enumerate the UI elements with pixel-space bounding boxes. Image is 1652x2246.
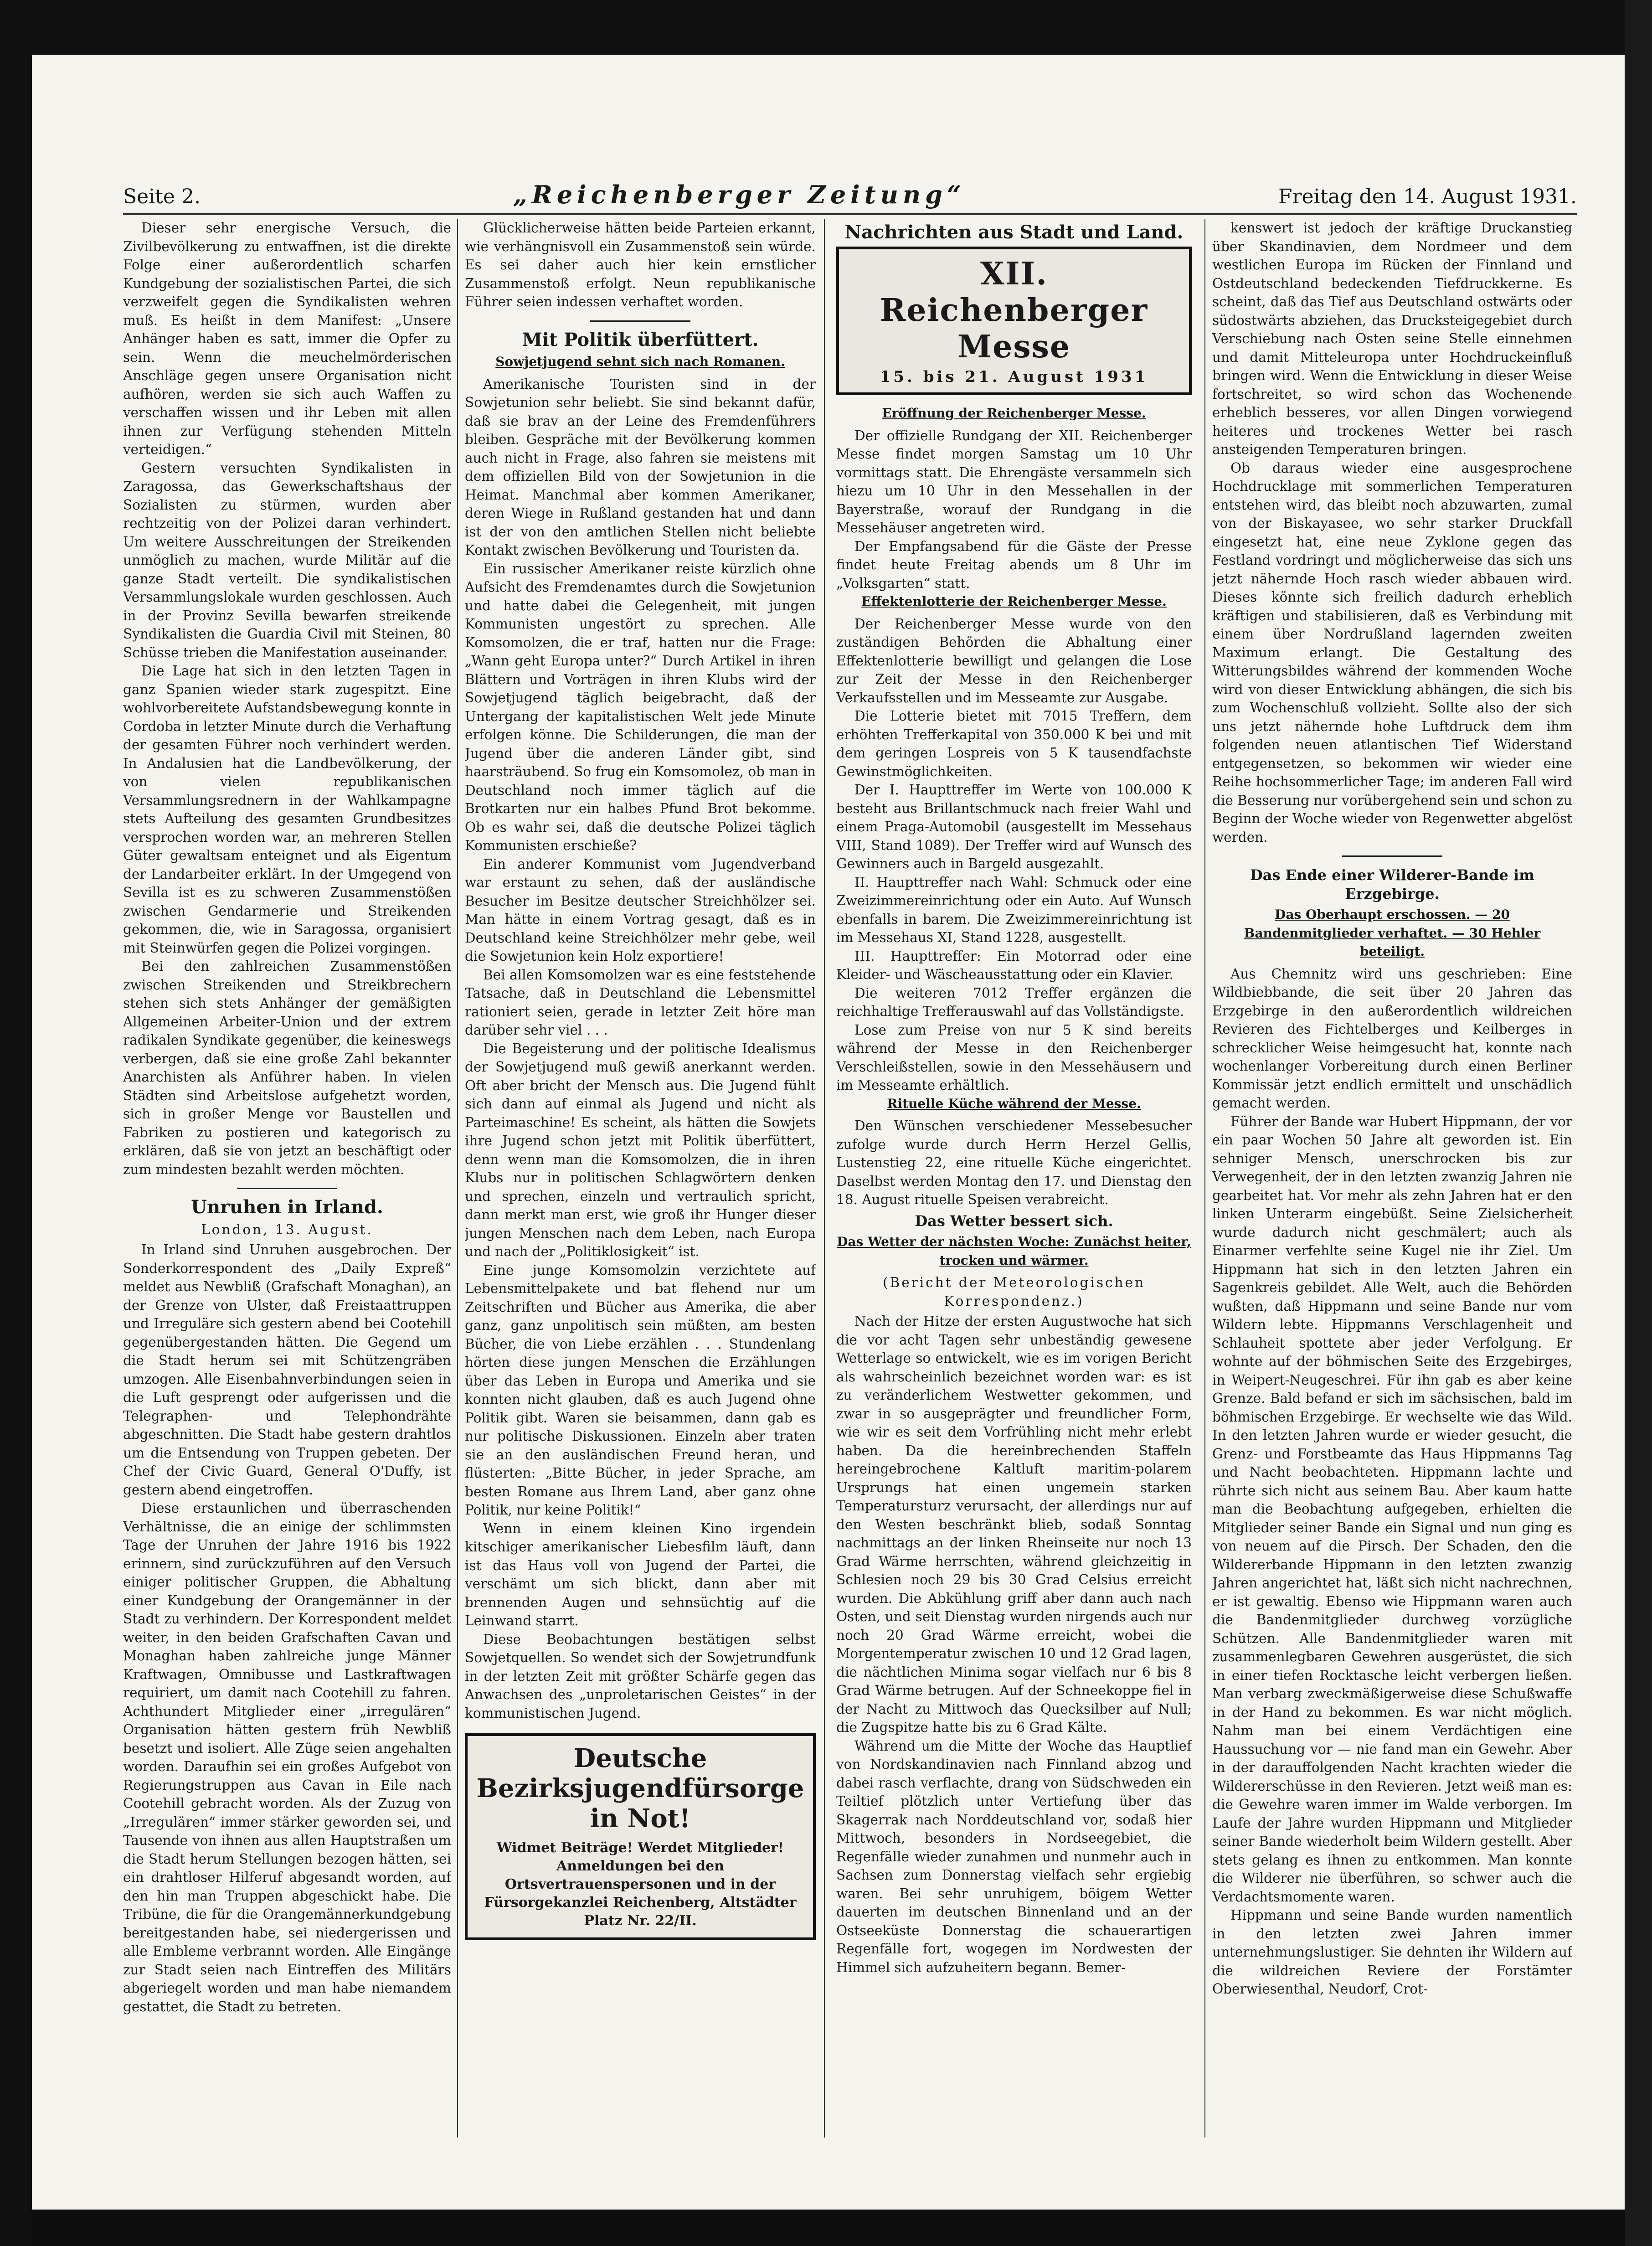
article-paragraph: In Irland sind Unruhen ausgebrochen. Der Sonderkorrespondent des „Daily Expreß“ meldet aus Newbliß (Grafschaft Monaghan), an der Grenze von Ulster, daß Freistaattruppen und Irreguläre sich gestern abend bei Cootehill gegenübergestanden hätten. Die Gegend um die Stadt herum sei mit Schützengräben umzogen. Alle Eisenbahnverbindungen seien in die Luft gesprengt oder aufgerissen und die Telegraphen- und Telephondrähte abgeschnitten. Die Stadt habe gestern drahtlos um die Entsendung von Truppen gebeten. Der Chef der Civic Guard, General O'Duffy, ist gestern abend eingetroffen. [123, 1242, 451, 1498]
article-paragraph: Während um die Mitte der Woche das Hauptlief von Nordskandinavien nach Finnland abzog und dabei rasch verflachte, drang von Südschweden ein Teiltief plötzlich unter Vertiefung über das Skagerrak nach Norddeutschland vor, sodaß hier Mittwoch, besonders in Nordseegebiet, die Regenfälle wieder zunahmen und nunmehr auch in Sachsen zum Donnerstag vielfach sehr ergiebig waren. Bei sehr unruhigem, böigem Wetter dauerten im deutschen Binnenland und an der Ostseeküste Donnerstag die schauerartigen Regenfälle fort, wogegen im Nordwesten der Himmel sich aufzuheitern begann. Bemer- [836, 1738, 1192, 1975]
article-paragraph: Aus Chemnitz wird uns geschrieben: Eine Wildbiebbande, die seit über 20 Jahren das Erzgebirge in den außerordentlich wildreichen Revieren des Fichtelberges und Keilberges in schrecklicher Weise heimgesucht hat, konnte nach wochenlanger Vorbereitung durch einen Berliner Kommissär jetzt endlich ermittelt und unschädlich gemacht werden. [1212, 966, 1572, 1111]
article-title-poachers: Das Ende einer Wilderer-Bande im Erzgebirge. [1250, 866, 1535, 902]
column-3 [836, 219, 1192, 2142]
page-header [123, 180, 1577, 212]
article-paragraph: Führer der Bande war Hubert Hippmann, der vor ein paar Wochen 50 Jahre alt geworden ist. Ein sehniger Mensch, unerschrocken bis zur Verwegenheit, der in den letzten zwanzig Jahren nie gearbeitet hat. Vor mehr als zehn Jahren hat er den linken Unterarm eingebüßt. Seine Zielsicherheit wurde dadurch nicht geschmälert; auch als Einarmer verfehlte seine Kugel nie ihr Ziel. Um Hippmann hat sich in den letzten Jahren ein Sagenkreis gebildet. Alle Welt, auch die Behörden wußten, daß Hippmann und seine Bande nur vom Wildern lebte. Hippmanns Verschlagenheit und Schlauheit spottete aber jeder Verfolgung. Er wohnte auf der böhmischen Seite des Erzgebirges, in Weipert-Neugeschrei. Für ihn gab es aber keine Grenze. Bald befand er sich im sächsischen, bald im böhmischen Erzgebirge. Er wechselte wie das Wild. In den letzten Jahren wurde er wieder gesucht, die Grenz- und Forstbeamte das Haus Hippmanns Tag und Nacht beobachteten. Hippmann lachte und rührte sich nicht aus seinem Bau. Aber kaum hatte man die Beobachtung aufgegeben, erhielten die Mitglieder seiner Bande ein Signal und nun ging es von neuem auf die Pirsch. Der Schaden, den die Wildererbande Hippmann in den letzten zwanzig Jahren angerichtet hat, läßt sich nicht nachrechnen, er ist gewaltig. Ebenso wie Hippmann waren auch die Bandenmitglieder durchweg vorzügliche Schützen. Alle Bandenmitglieder waren mit zusammenlegbaren Gewehren ausgerüstet, die sich in einer tiefen Rocktasche leicht verbergen ließen. Man verbarg zweckmäßigerweise diese Schußwaffe in der Hand zu bekommen. Es war nicht möglich. Nahm man bei einem Verdächtigen eine Haussuchung vor — nie fand man ein Gewehr. Aber in der darauffolgenden Nacht krachten wieder die Wildererschüsse in den Revieren. Jetzt weiß man es: die Gewehre waren immer im Walde verborgen. Im Laufe der Jahre wurden Hippmann und Mitglieder seiner Bande wiederholt beim Wildern gestellt. Aber stets gelang es ihnen zu entkommen. Man konnte die Wilderer nie überführen, so schwer auch die Verdachtsmomente waren. [1212, 1113, 1572, 1905]
article-paragraph: Bei allen Komsomolzen war es eine feststehende Tatsache, daß in Deutschland die Lebensmittel rationiert seien, gerade in letzter Zeit höre man darüber sehr viel . . . [465, 967, 816, 1038]
article-paragraph: Ein russischer Amerikaner reiste kürzlich ohne Aufsicht des Fremdenamtes durch die Sowjetunion und hatte dabei die Gelegenheit, mit jungen Kommunisten ungestört zu sprechen. Alle Komsomolzen, die er traf, hatten nur die Frage: „Wann geht Europa unter?“ Durch Artikel in ihren Blättern und Vorträgen in ihren Klubs wird der Sowjetjugend täglich beigebracht, daß der Untergang der kapitalistischen Welt jede Minute erfolgen könne. Die Schilderungen, die man der Jugend über die anderen Länder gibt, sind haarsträubend. So frug ein Komsomolez, ob man in Deutschland noch immer täglich auf die Brotkarten nur ein halbes Pfund Brot bekomme. Ob es wahr sei, daß die deutsche Polizei täglich Kommunisten erschieße? [465, 561, 816, 853]
article-paragraph: Bei den zahlreichen Zusammenstößen zwischen Streikenden und Streikbrechern stehen sich stets Anhänger der gemäßigten Allgemeinen Arbeiter-Union und der extrem radikalen Syndikate gegenüber, die keineswegs verbergen, daß sie eine große Zahl bekannter Anarchisten als Anführer haben. In vielen Städten sind Arbeitslose aufgehetzt worden, sich in großer Menge vor Baustellen und Fabriken zu postieren und kategorisch zu erklären, daß sie von jetzt an beschäftigt oder zum mindesten bezahlt werden möchten. [123, 958, 451, 1177]
article-title-weather: Das Wetter bessert sich. [915, 1212, 1113, 1230]
article-paragraph: Eine junge Komsomolzin verzichtete auf Lebensmittelpakete und bat flehend nur um Zeitschriften und Bücher aus Amerika, die aber ganz, ganz unpolitisch sein müßten, am besten Bücher, die von Liebe erzählen . . . Stundenlang hörten diese jungen Menschen die Erzählungen über das Leben in Europa und Amerika und sie konnten nicht glauben, daß es auch Jugend ohne Politik gibt. Waren sie beisammen, dann gab es nur politische Diskussionen. Einzeln aber traten sie an den ausländischen Freund heran, und flüsterten: „Bitte Bücher, in jeder Sprache, am besten Romane aus Ihrem Land, aber ganz ohne Politik, nur keine Politik!“ [465, 1262, 816, 1518]
scan-border-bottom [0, 2210, 1652, 2246]
column-1 [123, 219, 451, 2142]
article-paragraph: Die weiteren 7012 Treffer ergänzen die reichhaltige Trefferauswahl auf das Vollständigste. [836, 985, 1192, 1019]
article-paragraph: III. Haupttreffer: Ein Motorrad oder eine Kleider- und Wäscheausstattung oder ein Klavier. [836, 948, 1192, 982]
newspaper-name: „Reichenberger Zeitung“ [513, 180, 966, 209]
fair-title: XII. Reichenberger Messe [880, 255, 1148, 365]
issue-date: Freitag den 14. August 1931. [1278, 185, 1577, 208]
article-paragraph: Amerikanische Touristen sind in der Sowjetunion sehr beliebt. Sie sind bekannt dafür, daß sie brav an der Leine des Fremdenführers bleiben. Gespräche mit der Bevölkerung kommen auch nicht in Frage, also fahren sie meistens mit dem offiziellen Bild von der Sowjetunion in die Heimat. Manchmal aber kommen Amerikaner, deren Wiege in Rußland gestanden hat und dann ist der von den amtlichen Stellen nicht beliebte Kontakt zwischen Bevölkerung und Touristen da. [465, 376, 816, 558]
article-paragraph: Nach der Hitze der ersten Augustwoche hat sich die vor acht Tagen sehr unbeständig gewesene Wetterlage so entwickelt, wie es im vorigen Bericht als wahrscheinlich bezeichnet worden war: es ist zu veränderlichem Westwetter gekommen, und zwar in so ausgeprägter und freundlicher Form, wie wir es seit dem Vorfrühling nicht mehr erlebt haben. Da die hereinbrechenden Staffeln hereingebrochene Kaltluft maritim-polarem Ursprungs hat einen ungemein starken Temperatursturz verursacht, der allerdings nur auf den Westen beschränkt blieb, sodaß Sonntag nachmittags an der linken Rheinseite nur noch 13 Grad Wärme herrschten, während gleichzeitig in Schlesien noch 29 bis 30 Grad Celsius erreicht wurden. Die Abkühlung griff aber dann auch nach Osten, und seit Dienstag wurden nirgends auch nur noch 20 Grad Wärme erreicht, wobei die Morgentemperatur zwischen 10 und 12 Grad lagen, die nächtlichen Minima sogar vielfach nur 6 bis 8 Grad Wärme betrugen. Auf der Schneekoppe fiel in der Nacht zu Mittwoch das Quecksilber auf Null; die Zugspitze hatte bis zu 6 Grad Kälte. [836, 1314, 1192, 1735]
article-paragraph: Wenn in einem kleinen Kino irgendein kitschiger amerikanischer Liebesfilm läuft, dann ist das Haus voll von Jugend der Partei, die verschämt um sich blickt, dann aber mit brennenden Augen und sehnsüchtig auf die Leinwand starrt. [465, 1520, 816, 1628]
article-paragraph: Dieser sehr energische Versuch, die Zivilbevölkerung zu entwaffnen, ist die direkte Folge einer außerordentlich scharfen Kundgebung der sozialistischen Partei, die sich verzweifelt gegen die Syndikalisten wehren muß. Es heißt in dem Manifest: „Unsere Anhänger haben es satt, immer die Opfer zu sein. Wenn die meuchelmörderischen Anschläge gegen unsere Organisation nicht aufhören, werden sie sich auch Waffen zu verschaffen wissen und ihr Leben mit allen ihnen zur Verfügung stehenden Mitteln verteidigen.“ [123, 220, 451, 457]
article-paragraph: kenswert ist jedoch der kräftige Druckanstieg über Skandinavien, dem Nordmeer und dem westlichen Europa im Rücken der Finnland und Ostdeutschland bedeckenden Tiefdruckkerne. Es scheint, daß das Tief aus Deutschland ostwärts oder südostwärts abziehen, das Drucksteigegebiet durch Verschiebung nach Osten seine Stelle einnehmen und damit Mitteleuropa unter Hochdruckeinfluß bringen wird. Wenn die Entwicklung in dieser Weise fortschreitet, so wird schon das Wochenende erheblich besseres, vor allen Dingen vorwiegend heiteres und trockenes Wetter bei rasch ansteigenden Temperaturen bringen. [1212, 220, 1572, 457]
appeal-advertisement [465, 1733, 816, 1940]
article-separator [590, 320, 690, 322]
section-title-local-news: Nachrichten aus Stadt und Land. [844, 222, 1184, 243]
article-paragraph: Die Lotterie bietet mit 7015 Treffern, dem erhöhten Trefferkapital von 350.000 K bei und mit dem geringen Lospreis von 5 K tausendfachste Gewinstmöglichkeiten. [836, 708, 1192, 779]
article-subtitle: Das Oberhaupt erschossen. — 20 Bandenmitglieder verhaftet. — 30 Hehler beteiligt. [1244, 907, 1541, 959]
article-paragraph: Die Lage hat sich in den letzten Tagen in ganz Spanien wieder stark zugespitzt. Eine wohlvorbereitete Aufstandsbewegung konnte in Cordoba in letzter Minute durch die Verhaftung der gesamten Führer noch verhindert werden. In Andalusien hat die Landbevölkerung, der von vielen republikanischen Versammlungsrednern in der Wahlkampagne stets Aufteilung des gesamten Grundbesitzes versprochen worden war, an mehreren Stellen Güter gewaltsam enteignet und als Eigentum der Landarbeiter erklärt. In der Umgegend von Sevilla ist es zu schweren Zusammenstößen zwischen Gendarmerie und Streikenden gekommen, die, wie in Saragossa, organisiert mit Steinwürfen gegen die Polizei vorgingen. [123, 663, 451, 956]
article-paragraph: Der Reichenberger Messe wurde von den zuständigen Behörden die Abhaltung einer Effektenlotterie bewilligt und gelangen die Lose zur Zeit der Messe in den Reichenberger Verkaufsstellen und im Messeamte zur Ausgabe. [836, 616, 1192, 706]
column-2 [465, 219, 816, 2142]
dateline: London, 13. August. [201, 1221, 373, 1237]
fair-banner [836, 247, 1192, 396]
article-paragraph: II. Haupttreffer nach Wahl: Schmuck oder eine Zweizimmereinrichtung oder ein Auto. Auf Wunsch ebenfalls in barem. Die Zweizimmereinrichtung ist im Messehaus XI, Stand 1228, ausgestellt. [836, 874, 1192, 945]
article-paragraph: Ein anderer Kommunist vom Jugendverband war erstaunt zu sehen, daß der ausländische Besucher im Besitze deutscher Streichhölzer sei. Man hätte in einem Vortrag gesagt, daß es in Deutschland keine Streichhölzer mehr gebe, weil die Sowjetunion kein Holz exportiere! [465, 856, 816, 964]
article-separator [237, 1188, 337, 1189]
article-paragraph: Diese erstaunlichen und überraschenden Verhältnisse, die an einige der schlimmsten Tage der Unruhen der Jahre 1916 bis 1922 erinnern, sind zurückzuführen auf den Versuch einiger politischer Gruppen, die Abhaltung einer Kundgebung der Orangemänner in der Stadt zu verhindern. Der Korrespondent meldet weiter, in den beiden Grafschaften Cavan und Monaghan haben zahlreiche junge Männer Kraftwagen, Omnibusse und Lastkraftwagen requiriert, um damit nach Cootehill zu fahren. Achthundert Mitglieder einer „irregulären“ Organisation hätten gestern früh Newbliß besetzt und isoliert. Alle Züge seien angehalten worden. Daraufhin sei ein großes Aufgebot von Regierungstruppen aus Cavan in Eile nach Cootehill gebracht worden. Als der Zuzug von „Irregulären“ immer stärker geworden sei, und Tausende von ihnen aus allen Hauptstraßen um die Stadt herum Stellungen bezogen hätten, sei ein drahtloser Hilferuf abgesandt worden, auf den hin man Truppen abgeschickt habe. Die Tribüne, die für die Orangemännerkundgebung bereitgestanden habe, sei niedergerissen und alle Embleme verbrannt worden. Alle Eingänge zur Stadt seien nach Eintreffen des Militärs abgeriegelt worden und man habe niemandem gestattet, die Stadt zu betreten. [123, 1500, 451, 2014]
article-subtitle: Sowjetjugend sehnt sich nach Romanen. [495, 354, 785, 369]
article-paragraph: Den Wünschen verschiedener Messebesucher zufolge wurde durch Herrn Herzel Gellis, Lustenstieg 22, eine rituelle Küche eingerichtet. Daselbst werden Montag den 17. und Dienstag den 18. August rituelle Speisen verabreicht. [836, 1118, 1192, 1207]
article-paragraph: Hippmann und seine Bande wurden namentlich in den letzten zwei Jahren immer unternehmungslustiger. Sie dehnten ihr Wildern auf die wildreichen Reviere der Forstämter Oberwiesenthal, Neudorf, Crot- [1212, 1907, 1572, 1997]
article-title-kitchen: Rituelle Küche während der Messe. [887, 1096, 1141, 1111]
header-rule [123, 213, 1577, 215]
column-divider [824, 219, 825, 2138]
scan-border-right [1625, 0, 1652, 2246]
article-paragraph: Glücklicherweise hätten beide Parteien erkannt, wie verhängnisvoll ein Zusammenstoß sein würde. Es sei daher auch hier kein ernstlicher Zusammenstoß erfolgt. Neun republikanische Führer seien indessen verhaftet worden. [465, 220, 816, 309]
column-divider [1204, 219, 1205, 2138]
article-paragraph: Der I. Haupttreffer im Werte von 100.000 K besteht aus Brillantschmuck nach freier Wahl und einem Praga-Automobil (ausgestellt im Messehaus VIII, Stand 1089). Der Treffer wird auf Wunsch des Gewinners auch in Bargeld ausgezahlt. [836, 782, 1192, 871]
article-title-ireland: Unruhen in Irland. [191, 1196, 383, 1218]
scan-border-left [0, 0, 32, 2246]
column-divider [457, 219, 458, 2138]
article-title-lottery: Effektenlotterie der Reichenberger Messe. [861, 594, 1167, 609]
article-paragraph: Gestern versuchten Syndikalisten in Zaragossa, das Gewerkschaftshaus der Sozialisten zu stürmen, wurden aber rechtzeitig von der Polizei daran verhindert. Um weitere Ausschreitungen der Streikenden unmöglich zu machen, wurde Militär auf die ganze Stadt verteilt. Die syndikalistischen Versammlungslokale wurden geschlossen. Auch in der Provinz Sevilla bewarfen streikende Syndikalisten die Guardia Civil mit Steinen, 80 Schüsse trieben die Manifestation auseinander. [123, 460, 451, 660]
appeal-body: Widmet Beiträge! Werdet Mitglieder! Anmeldungen bei den Ortsvertrauenspersonen und in der Fürsorgekanzlei Reichenberg, Altstädter Platz Nr. 22/II. [484, 1840, 797, 1929]
article-title-opening: Eröffnung der Reichenberger Messe. [882, 406, 1146, 421]
article-paragraph: Ob daraus wieder eine ausgesprochene Hochdrucklage mit sommerlichen Temperaturen entstehen wird, das bleibt noch abzuwarten, zumal von der Biskayasee, wo sehr starker Druckfall eingesetzt hat, eine neue Zyklone gegen das Festland vordringt und möglicherweise das sich uns jetzt nähernde Hoch rasch wieder abbauen wird. Dieses könnte sich freilich dadurch erheblich kräftigen und stabilisieren, daß es Verbindung mit einem über Nordrußland lagernden zweiten Maximum erlangt. Die Gestaltung des Witterungsbildes während der kommenden Woche wird von dieser Entwicklung abhängen, die sich bis zum Wochenschluß vollzieht. Sollte also der sich uns jetzt nähernde hohe Luftdruck dem ihm folgenden neuen atlantischen Tief Widerstand entgegensetzen, so bekommen wir wieder eine Reihe hochsommerlicher Tage; im anderen Fall wird die Besserung nur vorübergehend sein und schon zu Beginn der Woche wieder von Regenwetter abgelöst werden. [1212, 460, 1572, 845]
appeal-title: Deutsche Bezirksjugendfürsorge in Not! [476, 1743, 804, 1834]
scan-border-top [0, 0, 1652, 55]
article-paragraph: Der offizielle Rundgang der XII. Reichenberger Messe findet morgen Samstag um 10 Uhr vormittags statt. Die Ehrengäste versammeln sich hiezu um 10 Uhr in den Messehallen in der Bayerstraße, worauf der Rundgang in die Messehäuser angetreten wird. [836, 428, 1192, 536]
article-title-politics: Mit Politik überfüttert. [522, 329, 759, 350]
page-number: Seite 2. [123, 185, 201, 208]
article-paragraph: Der Empfangsabend für die Gäste der Presse findet heute Freitag abends um 8 Uhr im „Volksgarten“ statt. [836, 538, 1192, 591]
article-subtitle: Das Wetter der nächsten Woche: Zunächst heiter, trocken und wärmer. [837, 1234, 1191, 1268]
column-4 [1212, 219, 1572, 2142]
fair-dates: 15. bis 21. August 1931 [880, 367, 1148, 386]
article-paragraph: Diese Beobachtungen bestätigen selbst Sowjetquellen. So wendet sich der Sowjetrundfunk in der letzten Zeit mit größter Schärfe gegen das Anwachsen des „unproletarischen Geistes“ in der kommunistischen Jugend. [465, 1631, 816, 1721]
article-source: (Bericht der Meteorologischen Korrespondenz.) [883, 1275, 1145, 1309]
article-paragraph: Die Begeisterung und der politische Idealismus der Sowjetjugend muß gewiß anerkannt werden. Oft aber bricht der Mensch aus. Die Jugend fühlt sich dann auf einmal als Jugend und nicht als Parteimaschine! Es scheint, als hätten die Sowjets ihre Jugend schon jetzt mit Politik überfüttert, denn wenn man die Komsomolzen, die in ihren Klubs nur in politischen Schlagwörtern denken und sprechen, einzeln und vertraulich spricht, dann merkt man erst, wie groß ihr Hunger dieser jungen Menschen nach dem Leben, nach Europa und nach der „Politiklosigkeit“ ist. [465, 1041, 816, 1259]
article-separator [1342, 855, 1442, 857]
article-paragraph: Lose zum Preise von nur 5 K sind bereits während der Messe in den Reichenberger Verschleißstellen, sowie in den Messehäusern und im Messeamte erhältlich. [836, 1022, 1192, 1093]
